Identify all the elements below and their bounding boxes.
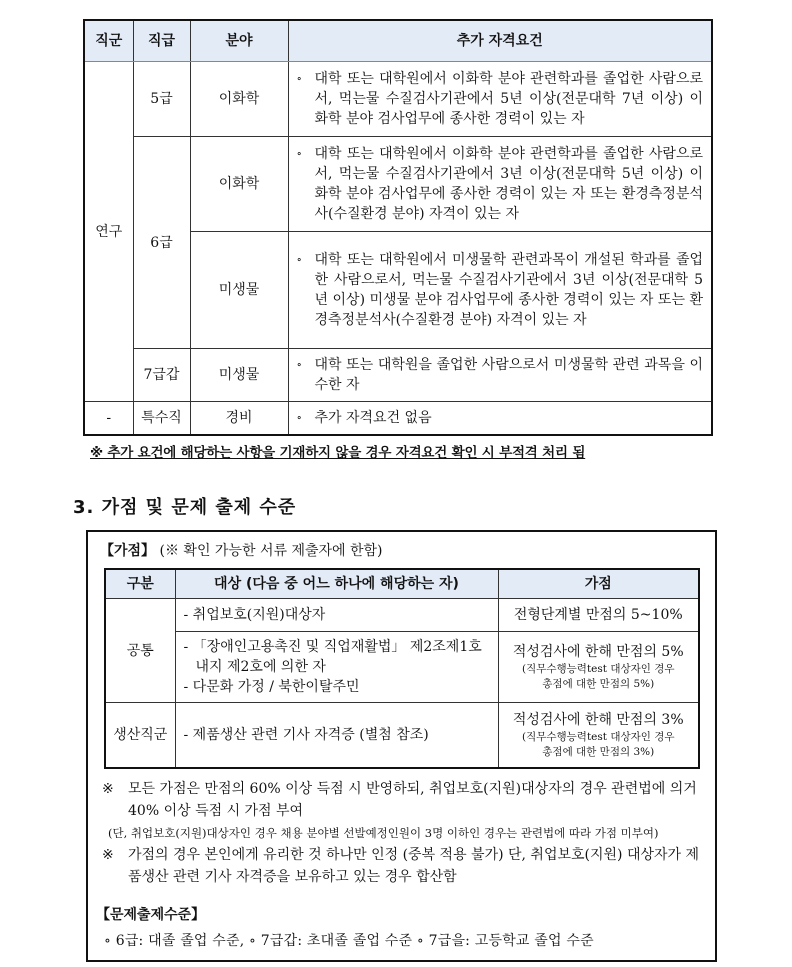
bonus-subtitle: (※ 확인 가능한 서류 제출자에 한함) xyxy=(159,543,383,559)
table-row xyxy=(84,137,712,232)
group-cell: 연구 xyxy=(84,62,133,402)
header-target: 대상 (다음 중 어느 하나에 해당하는 자) xyxy=(175,569,498,599)
note-item: ※ 모든 가점은 만점의 60% 이상 득점 시 반영하되, 취업보호(지원)대상자의 경우 관련법에 의거 40% 이상 득점 시 가점 부여 xyxy=(102,778,702,822)
field-cell: 미생물 xyxy=(190,232,288,349)
note-item: (단, 취업보호(지원)대상자인 경우 채용 분야별 선발예정인원이 3명 이하인 경우는 관련법에 따라 가점 미부여) xyxy=(108,826,659,840)
question-level-title: 【문제출제수준】 xyxy=(96,907,206,923)
requirement-cell: ∘ 추가 자격요건 없음 xyxy=(288,402,712,436)
header-points: 가점 xyxy=(498,569,699,599)
target-cell xyxy=(175,632,498,703)
table-row xyxy=(84,402,712,436)
target-cell: - 제품생산 관련 기사 자격증 (별첨 참조) xyxy=(175,703,498,769)
requirement-cell: ∘ 대학 또는 대학원에서 이화학 분야 관련학과를 졸업한 사람으로서, 먹는물 수질검사기관에서 5년 이상(전문대학 7년 이상) 이화학 분야 검사업무에 종사한 경력이 있는 자 xyxy=(288,62,712,137)
points-cell xyxy=(498,703,699,769)
points-main: 적성검사에 한해 만점의 5% xyxy=(512,644,684,660)
target-item: - 「장애인고용촉진 및 직업재활법」 제2조제1호내지 제2호에 의한 자 xyxy=(183,639,482,675)
category-cell: 공통 xyxy=(105,599,175,703)
target-item: - 다문화 가정 / 북한이탈주민 xyxy=(183,679,360,695)
field-cell: 이화학 xyxy=(190,62,288,137)
reference-mark-icon: ※ xyxy=(102,847,114,863)
bonus-title xyxy=(100,540,383,560)
field-cell: 미생물 xyxy=(190,349,288,402)
field-cell: 경비 xyxy=(190,402,288,436)
points-note: (직무수행능력test 대상자인 경우 총점에 대한 만점의 3%) xyxy=(521,731,675,758)
note-item: ※ 가점의 경우 본인에게 유리한 것 하나만 인정 (중복 적용 불가) 단, 취업보호(지원) 대상자가 제품생산 관련 기사 자격증을 보유하고 있는 경우 합산함 xyxy=(102,844,702,888)
table-row xyxy=(105,632,699,703)
bullet-icon: ∘ xyxy=(296,147,302,160)
points-cell: 전형단계별 만점의 5~10% xyxy=(498,599,699,632)
disqualification-note: ※ 추가 요건에 해당하는 사항을 기재하지 않을 경우 자격요건 확인 시 부적격 처리 됨 xyxy=(90,445,586,461)
header-category: 구분 xyxy=(105,569,175,599)
field-cell: 이화학 xyxy=(190,137,288,232)
bonus-notes xyxy=(102,778,702,888)
header-requirement: 추가 자격요건 xyxy=(288,20,712,62)
qualification-table xyxy=(83,19,713,436)
header-group: 직군 xyxy=(84,20,133,62)
table-row xyxy=(105,599,699,632)
bonus-table xyxy=(104,568,700,769)
requirement-cell: ∘ 대학 또는 대학원에서 미생물학 관련과목이 개설된 학과를 졸업한 사람으로서, 먹는물 수질검사기관에서 3년 이상(전문대학 5년 이상) 미생물 분야 검사업무에 종사한 경력이 있는 자 또는 환경측정분석사(수질환경 분야) 자격이 있는 자 xyxy=(288,232,712,349)
header-field: 분야 xyxy=(190,20,288,62)
bonus-box xyxy=(86,530,717,962)
points-cell xyxy=(498,632,699,703)
grade-cell: 특수직 xyxy=(133,402,190,436)
bullet-icon: ∘ xyxy=(296,72,302,85)
grade-cell: 7급갑 xyxy=(133,349,190,402)
points-main: 적성검사에 한해 만점의 3% xyxy=(512,712,684,728)
grade-cell: 5급 xyxy=(133,62,190,137)
group-cell: - xyxy=(84,402,133,436)
table-row xyxy=(84,62,712,137)
section-title: 3. 가점 및 문제 출제 수준 xyxy=(73,497,297,518)
bonus-heading: 【가점】 xyxy=(100,543,156,559)
target-cell: - 취업보호(지원)대상자 xyxy=(175,599,498,632)
category-cell: 생산직군 xyxy=(105,703,175,769)
table-row xyxy=(84,349,712,402)
table-row xyxy=(105,703,699,769)
bullet-icon: ∘ xyxy=(296,253,302,266)
question-level-text: ∘ 6급: 대졸 졸업 수준, ∘ 7급갑: 초대졸 졸업 수준 ∘ 7급을: 고등학교 졸업 수준 xyxy=(104,933,594,949)
bullet-icon: ∘ xyxy=(296,411,302,424)
points-note: (직무수행능력test 대상자인 경우 총점에 대한 만점의 5%) xyxy=(521,663,675,690)
reference-mark-icon: ※ xyxy=(102,781,114,797)
bullet-icon: ∘ xyxy=(296,358,302,371)
requirement-cell: ∘ 대학 또는 대학원에서 이화학 분야 관련학과를 졸업한 사람으로서, 먹는물 수질검사기관에서 3년 이상(전문대학 5년 이상) 이화학 분야 검사업무에 종사한 경력이 있는 자 또는 환경측정분석사(수질환경 분야) 자격이 있는 자 xyxy=(288,137,712,232)
grade-cell: 6급 xyxy=(133,137,190,349)
requirement-cell: ∘ 대학 또는 대학원을 졸업한 사람으로서 미생물학 관련 과목을 이수한 자 xyxy=(288,349,712,402)
header-grade: 직급 xyxy=(133,20,190,62)
